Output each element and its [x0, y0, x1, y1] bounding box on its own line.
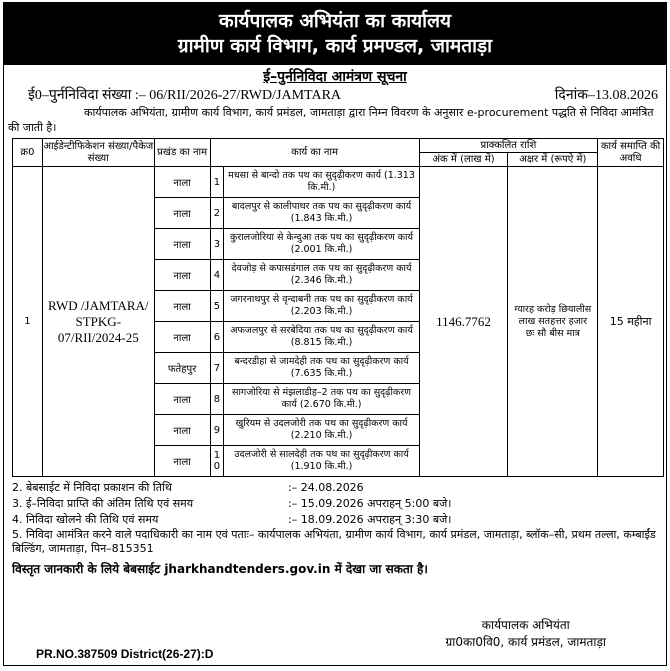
note-row	[12, 512, 662, 528]
cell-num: 8	[210, 384, 224, 415]
cell-num: 1	[210, 167, 224, 198]
cell-block: नाला	[154, 415, 210, 446]
signature-title: कार्यपालक अभियंता	[481, 618, 570, 632]
header-banner	[4, 3, 666, 65]
note-label: 2. बेबसाईट में निविदा प्रकाशन की तिथि	[12, 481, 172, 494]
cell-ident: RWD /JAMTARA/ STPKG- 07/RII/2024-25	[42, 167, 154, 477]
office-title: कार्यपालक अभियंता का कार्यालय	[219, 10, 451, 32]
header-ident: आईडेन्टीफिकेशन संख्या/पैकेज संख्या	[42, 139, 154, 167]
table-row	[13, 167, 664, 198]
notice-title: ई–पुर्ननिविदा आमंत्रण सूचना	[263, 69, 407, 85]
tender-table	[12, 138, 664, 477]
cell-work: सागजोरिया से मंझलाडीह–2 तक पथ का सुदृढ़ीकरण कार्य (2.670 कि.मी.)	[224, 384, 419, 415]
note-value: :– 24.08.2026	[288, 481, 364, 494]
cell-block: नाला	[154, 384, 210, 415]
cell-work: बन्दरडीहा से जामदेही तक पथ का सुदृढ़ीकरण कार्य (7.635 कि.मी.)	[224, 353, 419, 384]
cell-work: मधसा से बान्दो तक पथ का सुदृढ़ीकरण कार्य (1.313 कि.मी.)	[224, 167, 419, 198]
note-row	[12, 480, 662, 496]
notes-section	[12, 480, 662, 556]
header-est-words: अक्षर में (रूपऐ में)	[508, 153, 598, 167]
header-est-num: अंक में (लाख में)	[419, 153, 508, 167]
note-value: :– 18.09.2026 अपराहन् 3:30 बजे।	[288, 513, 452, 526]
note-label: 4. निविदा खोलने की तिथि एवं समय	[12, 513, 159, 526]
header-duration: कार्य समाप्ति की अवधि	[598, 139, 664, 167]
signature-office: ग्रा0का0वि0, कार्य प्रमंडल, जामताड़ा	[445, 635, 606, 649]
cell-work: उदलजोरी से सालदेही तक पथ का सुदृढ़ीकरण कार्य (1.910 कि.मी.)	[224, 446, 419, 477]
notice-date: दिनांक–13.08.2026	[554, 88, 658, 103]
cell-num: 9	[210, 415, 224, 446]
tender-number: ई0–पुर्ननिविदा संख्या :– 06/RII/2026-27/RWD/JAMTARA	[28, 88, 342, 103]
cell-num: 7	[210, 353, 224, 384]
cell-work: बादलपुर से कालीपाथर तक पथ का सुदृढ़ीकरण कार्य (1.843 कि.मी.)	[224, 198, 419, 229]
pr-number: PR.NO.387509 District(26-27):D	[36, 647, 214, 661]
cell-sno: 1	[13, 167, 43, 477]
header-estimate: प्राक्कलित राशि	[419, 139, 598, 153]
cell-block: नाला	[154, 446, 210, 477]
cell-work: जगरनाथपुर से वृन्दाबनी तक पथ का सुदृढ़ीकरण कार्य (2.203 कि.मी.)	[224, 291, 419, 322]
cell-amount: 1146.7762	[419, 167, 508, 477]
header-block: प्रखंड का नाम	[154, 139, 210, 167]
cell-block: नाला	[154, 260, 210, 291]
department-title: ग्रामीण कार्य विभाग, कार्य प्रमण्डल, जामताड़ा	[177, 35, 493, 57]
cell-duration: 15 महीना	[598, 167, 664, 477]
header-sno: क्र0	[13, 139, 43, 167]
cell-work: देवजोड़ से कपासडंगाल तक पथ का सुदृढ़ीकरण कार्य (2.346 कि.मी.)	[224, 260, 419, 291]
cell-block: नाला	[154, 198, 210, 229]
note-label: 3. ई–निविदा प्राप्ति की अंतिम तिथि एवं समय	[12, 497, 194, 510]
intro-text: कार्यपालक अभियंता, ग्रामीण कार्य विभाग, कार्य प्रमंडल, जामताड़ा द्वारा निम्न विवरण के अनुसार e-procurement पद्धति से निविदा आमंत्रित की जाती है।	[8, 106, 654, 134]
cell-num: 5	[210, 291, 224, 322]
cell-num: 4	[210, 260, 224, 291]
cell-num: 2	[210, 198, 224, 229]
cell-work: अफजलपुर से सरबेदिया तक पथ का सुदृढ़ीकरण कार्य (8.815 कि.मी.)	[224, 322, 419, 353]
cell-num: 1 0	[210, 446, 224, 477]
note-row	[12, 496, 662, 512]
cell-block: फतेहपुर	[154, 353, 210, 384]
website-note: विस्तृत जानकारी के लिये बेबसाईट jharkhandtenders.gov.in में देखा जा सकता है।	[12, 562, 428, 576]
cell-work: कुरालजोरिया से केन्दुआ तक पथ का सुदृढ़ीकरण कार्य (2.001 कि.मी.)	[224, 229, 419, 260]
cell-work: खुरियम से उदलजोरी तक पथ का सुदृढ़ीकरण कार्य (2.210 कि.मी.)	[224, 415, 419, 446]
header-work: कार्य का नाम	[210, 139, 419, 167]
note-value: :– 15.09.2026 अपराहन् 5:00 बजे।	[288, 497, 452, 510]
cell-amount-words: ग्यारह करोड़ छियालीस लाख सतहत्तर हजार छः सौ बीस मात्र	[508, 167, 598, 477]
cell-num: 3	[210, 229, 224, 260]
note-officer-address: 5. निविदा आमंत्रित करने वाले पदाधिकारी का नाम एवं पताः– कार्यपालक अभियंता, ग्रामीण कार्य विभाग, कार्य प्रमंडल, जामताड़ा, ब्लॉक–सी, प्रथम तल्ला, कम्बाईंड बिल्डिंग, जामताड़ा, पिन–815351	[12, 528, 656, 555]
cell-num: 6	[210, 322, 224, 353]
cell-block: नाला	[154, 322, 210, 353]
tender-notice	[3, 2, 667, 666]
reference-line	[4, 87, 666, 105]
signature-block	[446, 617, 606, 651]
cell-block: नाला	[154, 167, 210, 198]
cell-block: नाला	[154, 291, 210, 322]
cell-block: नाला	[154, 229, 210, 260]
